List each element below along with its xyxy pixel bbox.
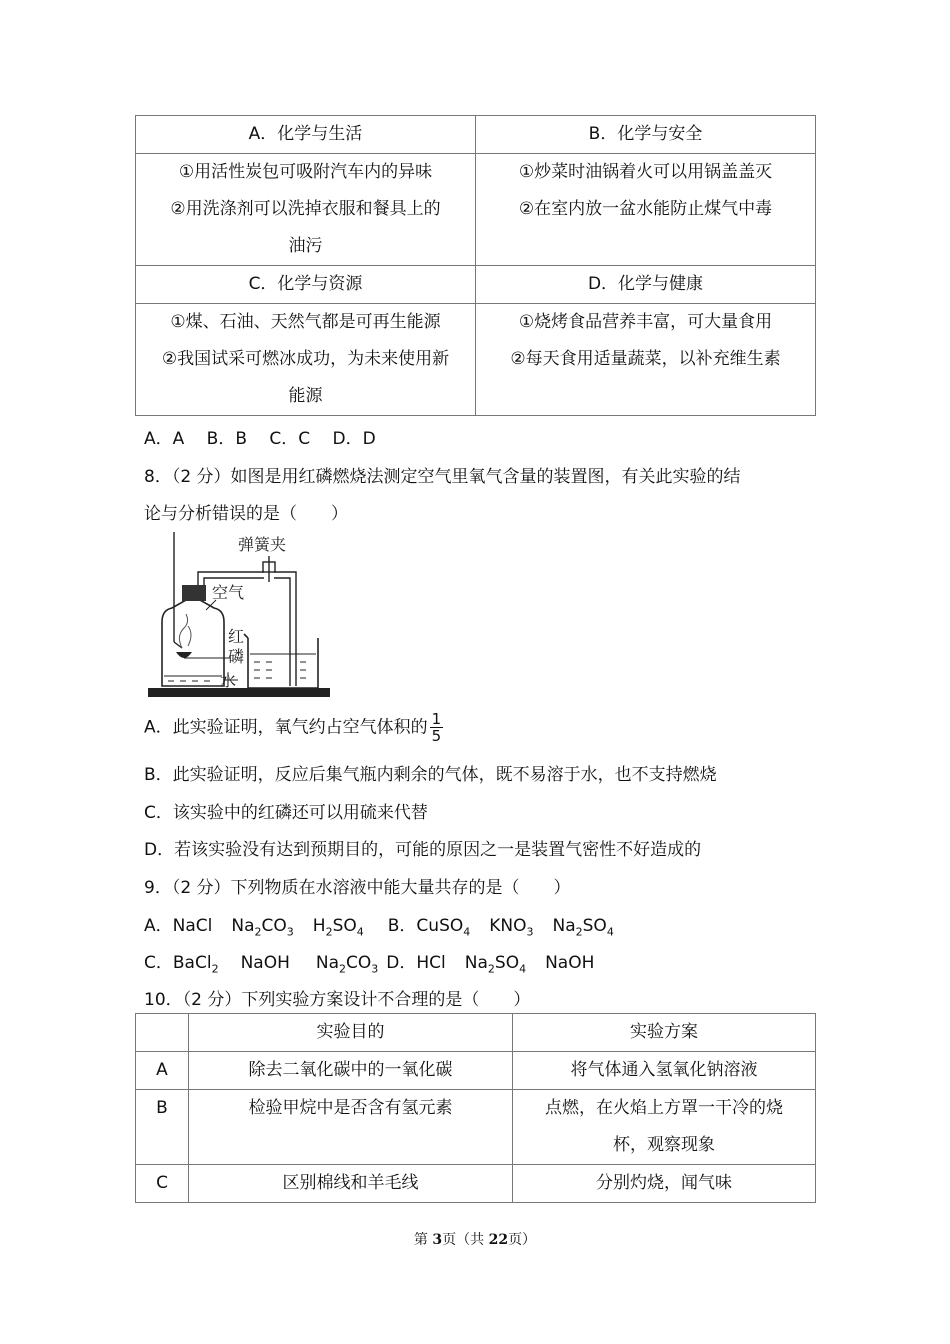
table-row [136, 1165, 816, 1203]
formula: CuSO$_4$ [416, 916, 471, 939]
formula: NaOH [240, 953, 290, 973]
formula: $Na_2CO_3$ [315, 953, 379, 976]
header-cell: 实验方案 [513, 1014, 816, 1052]
stand-base [148, 688, 330, 697]
formula: $Na_2CO_3$ [231, 916, 294, 939]
q8-stem-line1: 8．（2 分）如图是用红磷燃烧法测定空气里氧气含量的装置图，有关此实验的结 [144, 467, 741, 487]
header-cell: 实验目的 [189, 1014, 513, 1052]
cell-line: ①烧烤食品营养丰富，可大量食用 [518, 312, 773, 332]
q10-stem: 10．（2 分）下列实验方案设计不合理的是（ ） [144, 990, 531, 1010]
table-cell-a [136, 154, 476, 266]
experiment-table [135, 1013, 816, 1203]
q8-stem-line2: 论与分析错误的是（ ） [144, 504, 348, 524]
fraction [430, 711, 444, 744]
beaker [244, 634, 318, 688]
formula: $KNO_3$ [489, 916, 534, 939]
q9-option-c-label: C． [144, 953, 173, 973]
table-row [136, 1052, 816, 1090]
row-plan: 分别灼烧，闻气味 [513, 1165, 816, 1203]
formula: HCl [416, 953, 446, 973]
page-number: 3 [432, 1232, 443, 1248]
q8-option-b: B．此实验证明，反应后集气瓶内剩余的气体，既不易溶于水，也不支持燃烧 [144, 765, 717, 785]
label-phosphorus-1: 红 [228, 627, 245, 646]
q9-option-b-label: B． [387, 916, 417, 936]
row-purpose: 检验甲烷中是否含有氢元素 [189, 1090, 513, 1165]
table-row [136, 1090, 816, 1165]
q9-option-d-label: D． [386, 953, 417, 973]
cell-line: 油污 [288, 236, 323, 256]
fraction-denominator: 5 [431, 727, 442, 745]
cell-line: ①炒菜时油锅着火可以用锅盖盖灭 [518, 162, 773, 182]
row-plan [513, 1090, 816, 1165]
formula: $H_2SO_4$ [312, 916, 364, 939]
cell-line: ②我国试采可燃冰成功，为未来使用新 [161, 349, 450, 369]
row-purpose: 区别棉线和羊毛线 [189, 1165, 513, 1203]
cell-line: 能源 [288, 386, 323, 406]
q9-option-a-label: A． [144, 916, 173, 936]
table-header-c: C．化学与资源 [136, 266, 476, 304]
cell-line: ②用洗涤剂可以洗掉衣服和餐具上的 [170, 199, 441, 219]
fraction-numerator: 1 [431, 710, 442, 728]
formula: $Na_2SO_4$ [464, 953, 527, 976]
formula: BaCl$_2$ [172, 953, 219, 976]
q8-option-a-text: A．此实验证明，氧气约占空气体积的 [144, 717, 428, 738]
q9-stem: 9．（2 分）下列物质在水溶液中能大量共存的是（ ） [144, 878, 571, 898]
header-cell [136, 1014, 189, 1052]
table-cell-c [136, 304, 476, 416]
cell-line: 点燃，在火焰上方罩一干冷的烧 [545, 1098, 783, 1118]
cell-line: ①煤、石油、天然气都是可再生能源 [170, 312, 441, 332]
q7-options: A．A B．B C．C D．D [144, 429, 376, 449]
table-cell-d [476, 304, 816, 416]
q9-options-cd [144, 948, 594, 975]
table-header-b: B．化学与安全 [476, 116, 816, 154]
label-spring-clip: 弹簧夹 [238, 535, 287, 554]
row-purpose: 除去二氧化碳中的一氧化碳 [189, 1052, 513, 1090]
row-plan: 将气体通入氢氧化钠溶液 [513, 1052, 816, 1090]
q8-option-a [144, 711, 443, 744]
cell-line: ②每天食用适量蔬菜，以补充维生素 [510, 349, 781, 369]
gas-bottle [162, 600, 224, 686]
q8-option-c: C．该实验中的红磷还可以用硫来代替 [144, 803, 428, 823]
label-water: 水 [220, 671, 237, 690]
table-header-d: D．化学与健康 [476, 266, 816, 304]
row-label: B [136, 1090, 189, 1165]
comparison-table [135, 115, 816, 416]
apparatus-figure [140, 530, 340, 700]
formula: $Na_2SO_4$ [552, 916, 614, 939]
cell-line: 杯，观察现象 [613, 1135, 715, 1155]
formula: NaOH [545, 953, 595, 973]
beaker-water [254, 662, 306, 678]
label-air: 空气 [212, 583, 245, 602]
page-footer: 第 3页（共 22页） [413, 1232, 537, 1248]
row-label: C [136, 1165, 189, 1203]
combustion-spoon [176, 652, 192, 658]
cell-line: ②在室内放一盆水能防止煤气中毒 [518, 199, 773, 219]
cell-line: ①用活性炭包可吸附汽车内的异味 [178, 162, 433, 182]
row-label: A [136, 1052, 189, 1090]
q9-options-ab [144, 911, 614, 938]
page-total: 22 [488, 1232, 509, 1248]
formula: NaCl [172, 916, 213, 936]
q8-option-d: D．若该实验没有达到预期目的，可能的原因之一是装置气密性不好造成的 [144, 840, 702, 860]
label-phosphorus-2: 磷 [228, 647, 245, 666]
table-cell-b [476, 154, 816, 266]
rubber-stopper [182, 585, 206, 601]
flame [179, 614, 191, 648]
table-header-a: A．化学与生活 [136, 116, 476, 154]
